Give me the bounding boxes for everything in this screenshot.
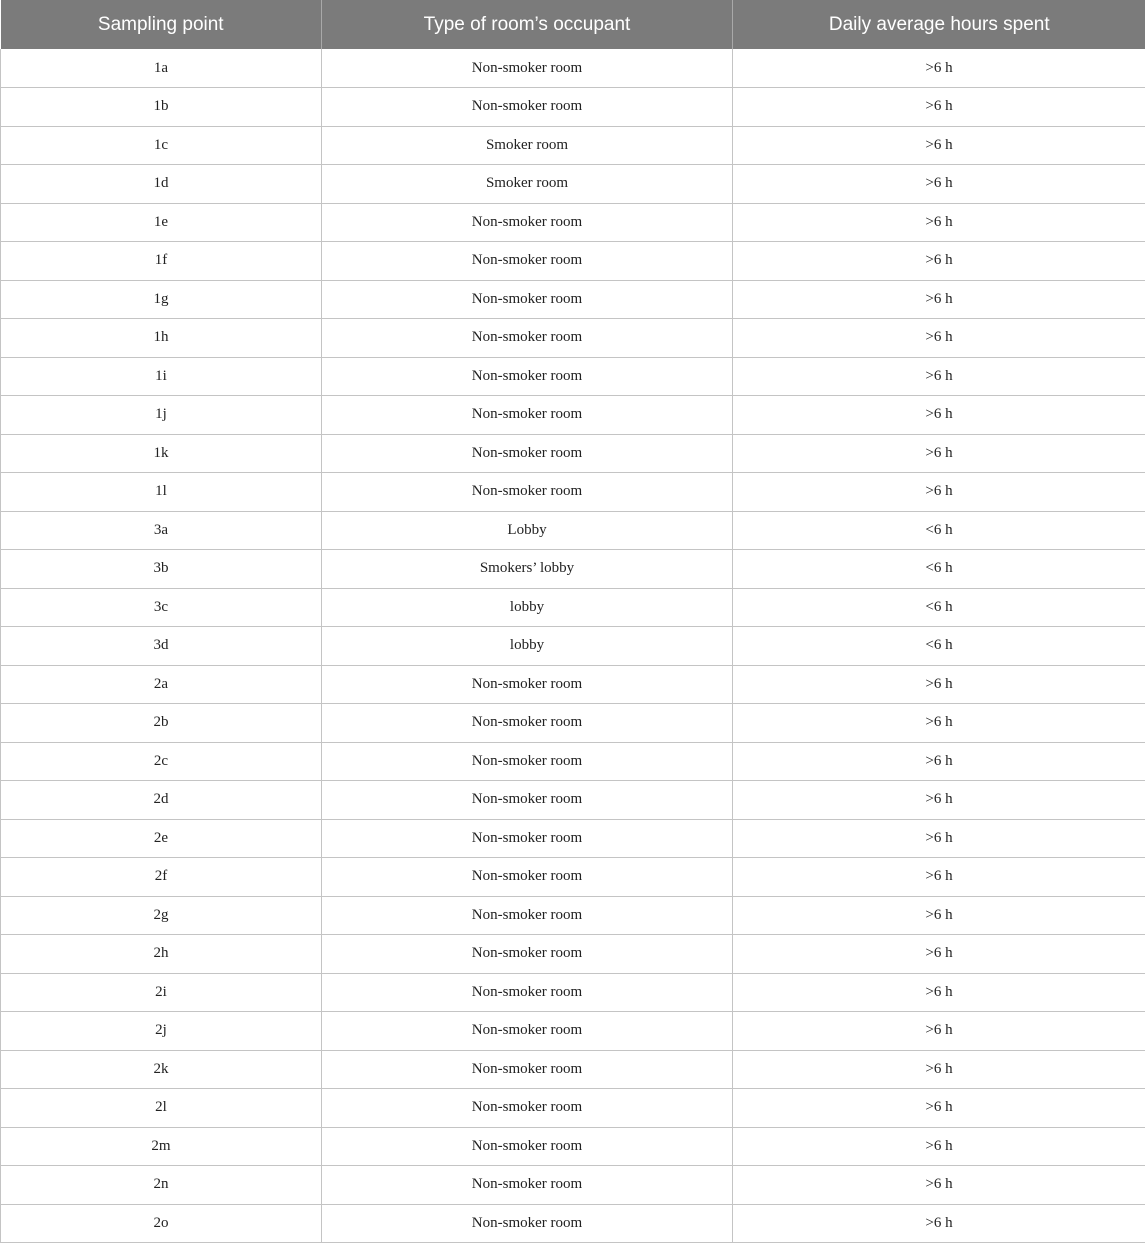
header-row (1, 0, 1145, 49)
table-row (1, 781, 1145, 820)
cell-sampling-point: 1d (1, 165, 322, 204)
cell-daily-average-hours: >6 h (733, 973, 1145, 1012)
cell-sampling-point: 1e (1, 203, 322, 242)
cell-daily-average-hours: >6 h (733, 396, 1145, 435)
header-sampling-point: Sampling point (1, 0, 322, 49)
cell-room-occupant-type: Non-smoker room (322, 49, 733, 88)
table-body (1, 49, 1145, 1243)
cell-sampling-point: 2h (1, 935, 322, 974)
cell-daily-average-hours: >6 h (733, 357, 1145, 396)
cell-sampling-point: 1a (1, 49, 322, 88)
cell-sampling-point: 1i (1, 357, 322, 396)
cell-sampling-point: 2k (1, 1050, 322, 1089)
cell-room-occupant-type: Smoker room (322, 126, 733, 165)
cell-sampling-point: 2m (1, 1127, 322, 1166)
table-row (1, 1204, 1145, 1243)
cell-room-occupant-type: Non-smoker room (322, 203, 733, 242)
table-row (1, 1012, 1145, 1051)
table-row (1, 627, 1145, 666)
cell-room-occupant-type: Non-smoker room (322, 781, 733, 820)
cell-daily-average-hours: >6 h (733, 1127, 1145, 1166)
cell-daily-average-hours: >6 h (733, 781, 1145, 820)
table-row (1, 434, 1145, 473)
table-row (1, 1050, 1145, 1089)
cell-daily-average-hours: <6 h (733, 588, 1145, 627)
cell-daily-average-hours: <6 h (733, 627, 1145, 666)
cell-room-occupant-type: Non-smoker room (322, 319, 733, 358)
table-row (1, 896, 1145, 935)
table-row (1, 473, 1145, 512)
cell-room-occupant-type: Non-smoker room (322, 935, 733, 974)
cell-daily-average-hours: >6 h (733, 1012, 1145, 1051)
table-row (1, 858, 1145, 897)
table-row (1, 665, 1145, 704)
cell-room-occupant-type: Non-smoker room (322, 357, 733, 396)
cell-daily-average-hours: >6 h (733, 1166, 1145, 1205)
cell-room-occupant-type: Non-smoker room (322, 1204, 733, 1243)
cell-sampling-point: 2f (1, 858, 322, 897)
cell-room-occupant-type: Non-smoker room (322, 88, 733, 127)
table-row (1, 1166, 1145, 1205)
cell-daily-average-hours: >6 h (733, 935, 1145, 974)
header-room-occupant-type: Type of room’s occupant (322, 0, 733, 49)
header-daily-average-hours: Daily average hours spent (733, 0, 1145, 49)
cell-daily-average-hours: >6 h (733, 88, 1145, 127)
cell-sampling-point: 1h (1, 319, 322, 358)
cell-sampling-point: 1j (1, 396, 322, 435)
cell-room-occupant-type: Non-smoker room (322, 973, 733, 1012)
table-row (1, 280, 1145, 319)
table-row (1, 973, 1145, 1012)
cell-daily-average-hours: >6 h (733, 473, 1145, 512)
cell-room-occupant-type: Non-smoker room (322, 1050, 733, 1089)
cell-sampling-point: 2n (1, 1166, 322, 1205)
cell-daily-average-hours: >6 h (733, 1089, 1145, 1128)
cell-sampling-point: 1c (1, 126, 322, 165)
cell-room-occupant-type: Non-smoker room (322, 1089, 733, 1128)
cell-room-occupant-type: Non-smoker room (322, 896, 733, 935)
cell-sampling-point: 2e (1, 819, 322, 858)
cell-daily-average-hours: >6 h (733, 1204, 1145, 1243)
cell-sampling-point: 1k (1, 434, 322, 473)
cell-daily-average-hours: >6 h (733, 242, 1145, 281)
cell-sampling-point: 1l (1, 473, 322, 512)
table-row (1, 1089, 1145, 1128)
table-row (1, 319, 1145, 358)
cell-room-occupant-type: Non-smoker room (322, 242, 733, 281)
cell-sampling-point: 3a (1, 511, 322, 550)
cell-room-occupant-type: lobby (322, 627, 733, 666)
table-row (1, 396, 1145, 435)
cell-room-occupant-type: Non-smoker room (322, 665, 733, 704)
table-row (1, 357, 1145, 396)
cell-daily-average-hours: >6 h (733, 280, 1145, 319)
table-row (1, 742, 1145, 781)
cell-sampling-point: 2g (1, 896, 322, 935)
cell-room-occupant-type: Smokers’ lobby (322, 550, 733, 589)
cell-sampling-point: 3d (1, 627, 322, 666)
table-header (1, 0, 1145, 49)
cell-daily-average-hours: >6 h (733, 665, 1145, 704)
cell-sampling-point: 2a (1, 665, 322, 704)
cell-room-occupant-type: Non-smoker room (322, 434, 733, 473)
table-row (1, 165, 1145, 204)
cell-sampling-point: 2o (1, 1204, 322, 1243)
cell-sampling-point: 3b (1, 550, 322, 589)
table-row (1, 935, 1145, 974)
cell-daily-average-hours: >6 h (733, 858, 1145, 897)
table-row (1, 49, 1145, 88)
table-row (1, 126, 1145, 165)
cell-daily-average-hours: >6 h (733, 49, 1145, 88)
cell-daily-average-hours: <6 h (733, 550, 1145, 589)
cell-sampling-point: 1b (1, 88, 322, 127)
cell-daily-average-hours: >6 h (733, 742, 1145, 781)
cell-sampling-point: 2d (1, 781, 322, 820)
cell-room-occupant-type: Non-smoker room (322, 280, 733, 319)
cell-sampling-point: 2l (1, 1089, 322, 1128)
cell-daily-average-hours: >6 h (733, 704, 1145, 743)
table-row (1, 242, 1145, 281)
cell-sampling-point: 2i (1, 973, 322, 1012)
cell-daily-average-hours: >6 h (733, 126, 1145, 165)
cell-room-occupant-type: Non-smoker room (322, 1166, 733, 1205)
cell-room-occupant-type: Non-smoker room (322, 819, 733, 858)
cell-sampling-point: 2j (1, 1012, 322, 1051)
cell-sampling-point: 2c (1, 742, 322, 781)
cell-daily-average-hours: <6 h (733, 511, 1145, 550)
cell-daily-average-hours: >6 h (733, 165, 1145, 204)
cell-room-occupant-type: Non-smoker room (322, 1012, 733, 1051)
cell-sampling-point: 2b (1, 704, 322, 743)
cell-daily-average-hours: >6 h (733, 819, 1145, 858)
table-row (1, 550, 1145, 589)
table-row (1, 704, 1145, 743)
cell-room-occupant-type: Non-smoker room (322, 473, 733, 512)
cell-room-occupant-type: Non-smoker room (322, 704, 733, 743)
table-row (1, 819, 1145, 858)
table-row (1, 588, 1145, 627)
cell-sampling-point: 1g (1, 280, 322, 319)
table-row (1, 511, 1145, 550)
cell-room-occupant-type: Smoker room (322, 165, 733, 204)
cell-room-occupant-type: Lobby (322, 511, 733, 550)
cell-sampling-point: 1f (1, 242, 322, 281)
cell-daily-average-hours: >6 h (733, 896, 1145, 935)
cell-room-occupant-type: Non-smoker room (322, 858, 733, 897)
table-row (1, 203, 1145, 242)
cell-daily-average-hours: >6 h (733, 1050, 1145, 1089)
table-row (1, 88, 1145, 127)
cell-sampling-point: 3c (1, 588, 322, 627)
cell-room-occupant-type: lobby (322, 588, 733, 627)
cell-room-occupant-type: Non-smoker room (322, 742, 733, 781)
cell-daily-average-hours: >6 h (733, 434, 1145, 473)
cell-room-occupant-type: Non-smoker room (322, 396, 733, 435)
cell-daily-average-hours: >6 h (733, 319, 1145, 358)
cell-daily-average-hours: >6 h (733, 203, 1145, 242)
table-row (1, 1127, 1145, 1166)
cell-room-occupant-type: Non-smoker room (322, 1127, 733, 1166)
